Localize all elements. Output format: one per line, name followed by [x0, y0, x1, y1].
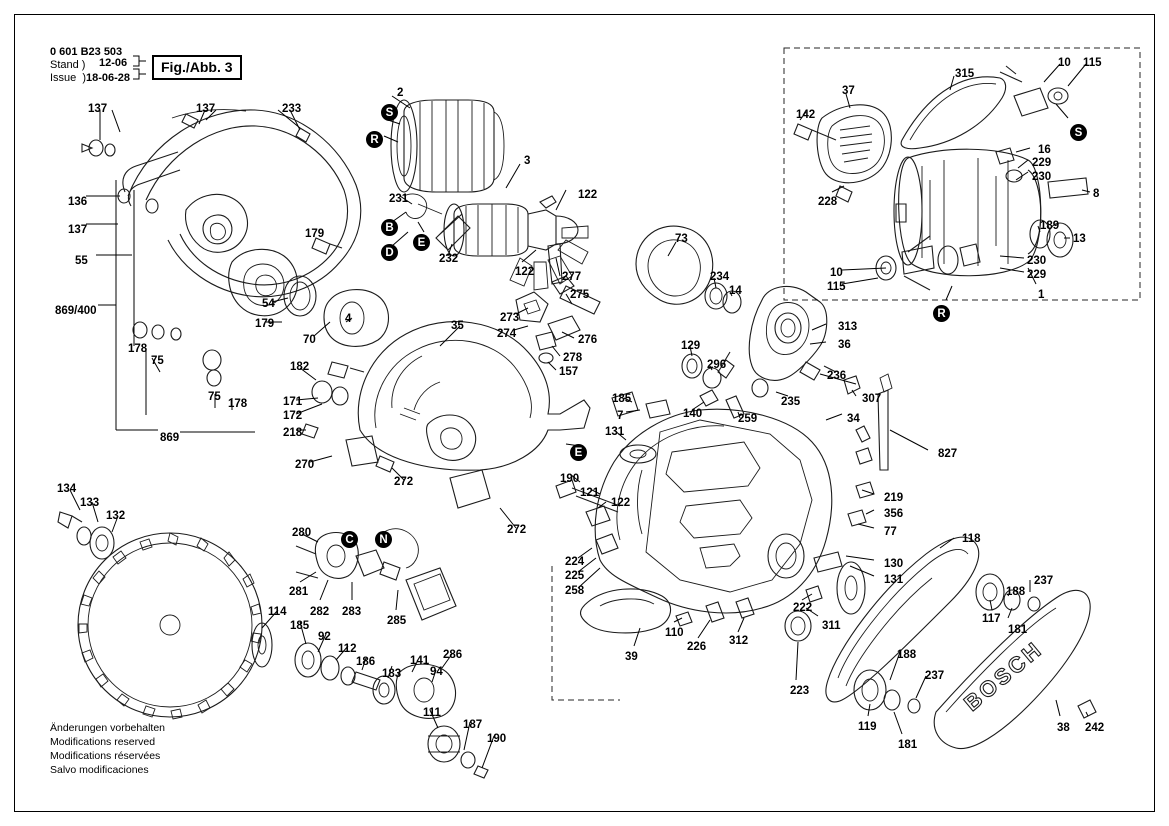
part-number-callout: 231	[389, 193, 409, 205]
letter-callout-n: N	[375, 531, 392, 548]
part-number-callout: 142	[796, 109, 816, 121]
part-number-callout: 118	[962, 533, 981, 545]
part-number-callout: 189	[1040, 220, 1060, 232]
footer-line-1: Änderungen vorbehalten	[50, 722, 166, 734]
svg-text:BOSCH: BOSCH	[959, 635, 1048, 716]
part-number-callout: 130	[884, 558, 904, 570]
part-number-callout: 92	[318, 631, 331, 643]
part-number-callout: 869	[160, 432, 180, 444]
part-number-callout: 258	[565, 585, 585, 597]
stand-label: Stand )	[50, 59, 86, 71]
part-number-callout: 115	[827, 281, 846, 293]
letter-callout-c: C	[341, 531, 358, 548]
part-number-callout: 119	[858, 721, 877, 733]
part-number-callout: 282	[310, 606, 330, 618]
part-number-callout: 54	[262, 298, 275, 310]
part-number-callout: 235	[781, 396, 801, 408]
part-number-callout: 112	[338, 643, 357, 655]
part-number-callout: 230	[1032, 171, 1052, 183]
part-number-callout: 115	[1083, 57, 1102, 69]
part-number-callout: 229	[1032, 157, 1052, 169]
part-number-callout: 276	[578, 334, 598, 346]
letter-callout-b: B	[381, 219, 398, 236]
part-number-callout: 178	[128, 343, 148, 355]
part-number-callout: 307	[862, 393, 882, 405]
part-number-callout: 312	[729, 635, 749, 647]
part-number-callout: 186	[356, 656, 376, 668]
footer-line-3: Modifications réservées	[50, 750, 161, 762]
part-number-callout: 111	[423, 707, 441, 719]
part-number-callout: 827	[938, 448, 958, 460]
part-number-callout: 225	[565, 570, 585, 582]
part-number-callout: 190	[560, 473, 580, 485]
sheet-border	[14, 14, 1155, 812]
part-number-callout: 185	[290, 620, 310, 632]
part-number-callout: 283	[342, 606, 362, 618]
part-number-callout: 141	[410, 655, 430, 667]
part-number-callout: 270	[295, 459, 315, 471]
part-number-callout: 132	[106, 510, 126, 522]
part-number-callout: 869/400	[55, 305, 97, 317]
part-number-callout: 7	[617, 410, 624, 422]
part-number-callout: 4	[345, 313, 352, 325]
part-number-callout: 136	[68, 196, 88, 208]
part-number-callout: 34	[847, 413, 860, 425]
part-number-callout: 38	[1057, 722, 1070, 734]
part-number-callout: 140	[683, 408, 703, 420]
figure-label: Fig./Abb. 3	[152, 55, 242, 80]
part-number-callout: 73	[675, 233, 688, 245]
part-number-callout: 179	[305, 228, 325, 240]
part-number-callout: 2	[397, 87, 404, 99]
part-number-callout: 13	[1073, 233, 1086, 245]
part-number-callout: 356	[884, 508, 904, 520]
part-number-callout: 181	[1008, 624, 1028, 636]
part-number-callout: 36	[838, 339, 851, 351]
part-number-callout: 223	[790, 685, 810, 697]
footer-line-4: Salvo modificaciones	[50, 764, 149, 776]
part-number-callout: 272	[507, 524, 527, 536]
part-number-callout: 133	[80, 497, 100, 509]
part-number-callout: 171	[283, 396, 303, 408]
footer-line-2: Modifications reserved	[50, 736, 156, 748]
part-number-callout: 10	[1058, 57, 1071, 69]
part-number-callout: 185	[612, 393, 632, 405]
part-number-callout: 315	[955, 68, 975, 80]
part-number-callout: 121	[580, 487, 600, 499]
part-number-callout: 272	[394, 476, 414, 488]
part-number-callout: 187	[463, 719, 483, 731]
part-number-callout: 35	[451, 320, 464, 332]
part-number-callout: 237	[1034, 575, 1054, 587]
part-number-callout: 55	[75, 255, 88, 267]
part-number-callout: 10	[830, 267, 843, 279]
part-number-callout: 172	[283, 410, 303, 422]
part-number-callout: 14	[729, 285, 742, 297]
part-number-callout: 242	[1085, 722, 1105, 734]
part-number-callout: 3	[524, 155, 531, 167]
part-number-callout: 75	[208, 391, 221, 403]
part-number-callout: 8	[1093, 188, 1100, 200]
part-number-callout: 232	[439, 253, 459, 265]
part-number-callout: 222	[793, 602, 813, 614]
part-number-callout: 228	[818, 196, 838, 208]
part-number-callout: 229	[1027, 269, 1047, 281]
part-number-callout: 188	[897, 649, 917, 661]
part-number-callout: 179	[255, 318, 275, 330]
stand-date: 12-06	[99, 57, 128, 69]
part-number-callout: 129	[681, 340, 701, 352]
part-number-callout: 122	[578, 189, 598, 201]
part-number-callout: 233	[282, 103, 302, 115]
part-number-callout: 218	[283, 427, 303, 439]
letter-callout-d: D	[381, 244, 398, 261]
letter-callout-s: S	[381, 104, 398, 121]
part-number-callout: 236	[827, 370, 847, 382]
part-number-callout: 137	[196, 103, 216, 115]
part-number-callout: 134	[57, 483, 77, 495]
part-number-callout: 311	[822, 620, 841, 632]
part-number-callout: 157	[559, 366, 579, 378]
letter-callout-e: E	[413, 234, 430, 251]
part-number-callout: 77	[884, 526, 897, 538]
part-number-callout: 226	[687, 641, 707, 653]
issue-date: 18-06-28	[86, 72, 131, 84]
part-number: 0 601 B23 503	[50, 46, 123, 58]
part-number-callout: 278	[563, 352, 583, 364]
part-number-callout: 137	[68, 224, 88, 236]
part-number-callout: 137	[88, 103, 108, 115]
part-number-callout: 117	[982, 613, 1001, 625]
part-number-callout: 259	[738, 413, 758, 425]
part-number-callout: 122	[611, 497, 631, 509]
part-number-callout: 286	[443, 649, 463, 661]
part-number-callout: 178	[228, 398, 248, 410]
part-number-callout: 277	[562, 271, 582, 283]
part-number-callout: 313	[838, 321, 858, 333]
part-number-callout: 37	[842, 85, 855, 97]
part-number-callout: 274	[497, 328, 517, 340]
part-number-callout: 281	[289, 586, 309, 598]
part-number-callout: 122	[515, 266, 535, 278]
part-number-callout: 75	[151, 355, 164, 367]
part-number-callout: 237	[925, 670, 945, 682]
letter-callout-s: S	[1070, 124, 1087, 141]
part-number-callout: 131	[884, 574, 904, 586]
part-number-callout: 188	[1006, 586, 1026, 598]
part-number-callout: 183	[382, 668, 402, 680]
part-number-callout: 224	[565, 556, 585, 568]
part-number-callout: 230	[1027, 255, 1047, 267]
part-number-callout: 114	[268, 606, 287, 618]
part-number-callout: 273	[500, 312, 520, 324]
part-number-callout: 1	[1038, 289, 1045, 301]
letter-callout-r: R	[933, 305, 950, 322]
part-number-callout: 181	[898, 739, 918, 751]
part-number-callout: 234	[710, 271, 730, 283]
part-number-callout: 16	[1038, 144, 1051, 156]
part-number-callout: 275	[570, 289, 590, 301]
part-number-callout: 70	[303, 334, 316, 346]
part-number-callout: 190	[487, 733, 507, 745]
part-number-callout: 182	[290, 361, 310, 373]
part-number-callout: 131	[605, 426, 625, 438]
part-number-callout: 285	[387, 615, 407, 627]
issue-label: Issue )	[50, 72, 87, 84]
part-number-callout: 94	[430, 666, 443, 678]
part-number-callout: 219	[884, 492, 904, 504]
part-number-callout: 296	[707, 359, 727, 371]
letter-callout-r: R	[366, 131, 383, 148]
part-number-callout: 110	[665, 627, 684, 639]
part-number-callout: 39	[625, 651, 638, 663]
letter-callout-e: E	[570, 444, 587, 461]
part-number-callout: 280	[292, 527, 312, 539]
